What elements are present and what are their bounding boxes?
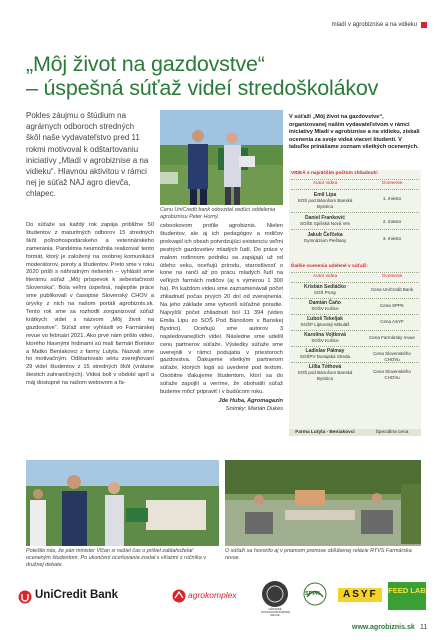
unicredit-logo-text: UniCredit Bank xyxy=(35,589,119,601)
school-name: Gymnázium Pieštany xyxy=(303,238,347,244)
divider xyxy=(291,330,419,331)
award-label: 3. miesto xyxy=(382,236,402,241)
award-label: Cena Slovenského CHOVu xyxy=(373,369,411,381)
school-name: SOŠ Prusy xyxy=(313,290,337,296)
table-row-special xyxy=(289,429,421,436)
divider xyxy=(291,298,419,299)
student-name: Jakub Čeľčeka xyxy=(307,232,343,238)
sppk-logo xyxy=(300,582,330,611)
results-heading-top: VIDEÁ s najväčším počtom zhliadnutí: xyxy=(291,171,379,176)
feedlab-logo-text: FEED LAB xyxy=(388,586,426,595)
title-line-1: „Môj život na gazdovstve“ xyxy=(26,52,265,77)
section-marker-icon xyxy=(421,22,427,28)
divider xyxy=(291,282,419,283)
divider xyxy=(291,189,419,190)
school-name: SOŠV Košice xyxy=(311,338,339,344)
student-name: Lillia Tóthová xyxy=(308,364,342,370)
revue-logo-text: NÁRODNÉ POĽNOHOSPODÁRSKE REVUE xyxy=(261,608,291,617)
col-author: Autor videa xyxy=(312,274,338,279)
award-label: 1. miesto xyxy=(382,196,402,201)
photo-caption: Cenu UniCredit bank odovzdal vedúci oddelenia agrobiznisu Peter Horný. xyxy=(160,207,276,220)
photo-rtvs-broadcast xyxy=(225,460,421,546)
asyf-logo xyxy=(338,588,382,602)
school-name: SOŠPV Dunajská Streda xyxy=(299,354,351,360)
farm-name: Farma Lutyla - Beniakovci xyxy=(295,430,355,435)
school-name: SOŠE Spišská Nová Ves xyxy=(299,221,351,227)
student-name: Daniel Franković xyxy=(304,215,345,221)
body-column-2 xyxy=(160,223,283,414)
unicredit-logo xyxy=(18,589,119,609)
divider xyxy=(291,229,419,230)
results-column-headers xyxy=(289,180,421,188)
student-name: Karolína Vojtková xyxy=(304,332,346,338)
sidebar-intro: V súťaži „Môj život na gazdovstve“, organizovanej naším vydavateľstvom v rámci iniciatívy Mladí v agrobiznise a na vidieku, získali ocenenia za svoje videá viacerí študenti. V tabuľke prinášame zoznam všetkých ocenených. xyxy=(289,114,420,151)
award-label: Cena UniCredit Bank xyxy=(370,287,414,292)
article-title xyxy=(26,52,421,100)
photo-award-unicredit xyxy=(160,110,283,205)
feedlab-logo xyxy=(388,582,426,610)
student-name: Ladislav Pálmay xyxy=(305,348,345,354)
award-label: Cena ASYF xyxy=(380,319,404,324)
sppk-logo-text: SPPK xyxy=(305,591,320,597)
partner-logos xyxy=(0,580,439,620)
school-name: SOŠV Košice xyxy=(311,306,339,312)
col-award: Ocenenie xyxy=(381,274,403,279)
page-number: 11 xyxy=(420,624,428,631)
asyf-logo-text: ASYF xyxy=(343,589,378,600)
award-label: Špeciálna cena xyxy=(375,430,409,435)
award-label: 2. miesto xyxy=(382,219,402,224)
divider xyxy=(291,212,419,213)
student-name: Damián Čaňo xyxy=(309,300,341,306)
website-link[interactable]: www.agrobiznis.sk xyxy=(352,624,415,631)
section-label: mladí v agrobiznise a na vidieku xyxy=(331,22,417,28)
author-signature: Jde Huba, Agromagazín xyxy=(218,397,283,404)
body-column-1: Do súťaže sa každý rok zapája približne 50 študentov z maturitných odborov 15 stredných škôl poľnohospodárskeho a veterinárskeho zamerania. Pandémia neumožnila realizovať tento formát, ktorý je založený na osobnej komunikácii moderátorov, poroty a študentov. Preto sme v roku 2020 prišli s náhradným riešením – vyhlásili sme literárnu súťaž „Môj príspevok k sebestačnosti Slovenska“. Bola veľmi úspešná, najlepšie práce sme publikovali v časopise Slovenský CHOV a úryvky z nich na našom portáli agrobiznis.sk. Tento rok sme sa rozhodli zorganizovať súťaž krátkych videí s názvom „Môj život na gazdovstve“. Súťaž sme vyhlásili vo Farmárskej revue vo februári 2021. Ako prvé nám prišlo video, ktorého hlavnými hrdinami sú malí farmári Borisko a Matko Beniakovci z farmy Lutyla. Nazvali sme ho motivačným. Odštartovalo sériu zverejňovaní 29 videí študentov z 15 stredných škôl (vrátane šiestich zahraničných). Videá boli v období apríl a máj dostupné na našom webovom a fa- xyxy=(26,222,154,387)
student-name: Kristián Sedláčko xyxy=(304,284,346,290)
col-award: Ocenenie xyxy=(381,181,403,186)
results-table xyxy=(289,170,421,436)
award-label: Cena Slovenského CHOVu xyxy=(373,351,411,363)
body-column-2-text: cebookovom profile agrobiznis. Nielen študentov, ale aj ich pedagógov a rodičov prekvapil ich obsah potvrdzujúci existenciu veľmi pestrých gazdovstiev mladých ľudí. Do práce v malom rodinnom podniku sa zapájajú už od útleho veku, oceňujú prírodu, starostlivosť o kone na ranči až po prácu mladých ľudí na veľkých farmách rodičov (aj s výmerou 1 300 ha). Pri každom videu sme zaznamenávali počet zhliadnutí počas prvých 20 dní od zverejnenia. Na jeho základe sme vytvorili súťažné poradie. Najvyšší počet zhliadnutí bol 11 394 (video Emila Lipu zo SOŠ Pod Bánošom v Banskej Bystrici). Oceňujú sme autorov 3 najsledovanejších videí. Následne sme udelili cenu partnerov súťaže. Výsledky súťaže sme uverejnili v rámci podujatia v priestoroch gazdovstva. Ďakujeme všetkým partnerom súťaže, ktorých logá sú uvedené pod textom. Osobitne ďakujeme študentom, ktorí sa do súťaže zapojili a veríme, že obohatili súťaž budeme môcť pripraviť i v budúcom roku. xyxy=(160,223,283,396)
divider xyxy=(291,362,419,363)
photo-caption: Potešilo nás, že pán minister Vlčan si našiel čas o prišiel zablahoželať oceneným študentom. Po ukončení oceňovania zostal s víťazmi z ročníka v družnej debate. xyxy=(26,548,206,568)
results-heading-other: Ďalšie ocenenia udelené v súťaži: xyxy=(291,264,368,269)
school-name: SOŠ pod Bánošom Banská Bystrica xyxy=(297,370,353,382)
col-author: Autor videa xyxy=(312,181,338,186)
photo-caption: O súťaži sa hovorilo aj v priamom prenose obľúbenej relácie RTVS Farmárska revue. xyxy=(225,548,412,561)
school-name: SOŠ pod Bánošom Banská Bystrica xyxy=(297,198,353,210)
revue-logo xyxy=(261,580,291,617)
divider xyxy=(291,314,419,315)
school-name: SOŠP Liptovský Mikuláš xyxy=(300,322,350,328)
award-label: Cena SPPK xyxy=(379,303,404,308)
student-name: Emil Lipa xyxy=(313,192,337,198)
student-name: Ľuboš Tekeljak xyxy=(307,316,343,322)
agrokomplex-logo-text: agrokomplex xyxy=(188,590,237,600)
photo-minister-students xyxy=(26,460,219,546)
lead-paragraph: Pokles záujmu o štúdium na agrárnych odboroch stredných škôl naše vydavateľstvo pred 11 rokmi motivoval k odštartovaniu iniciatívy „Mladí v agrobiznise a na vidieku“. Hlavnou aktivitou v rámci nej je súťaž NAJ agro dievča, chlapec. xyxy=(26,111,149,199)
divider xyxy=(291,346,419,347)
results-column-headers xyxy=(289,273,421,281)
agrokomplex-logo xyxy=(172,589,237,608)
title-line-2: – úspešná súťaž videí stredoškolákov xyxy=(26,76,379,101)
photo-credit: Snímky: Marián Dukes xyxy=(225,405,283,412)
award-label: Cena Farmársky revue xyxy=(369,335,415,340)
header-bar xyxy=(0,0,439,28)
